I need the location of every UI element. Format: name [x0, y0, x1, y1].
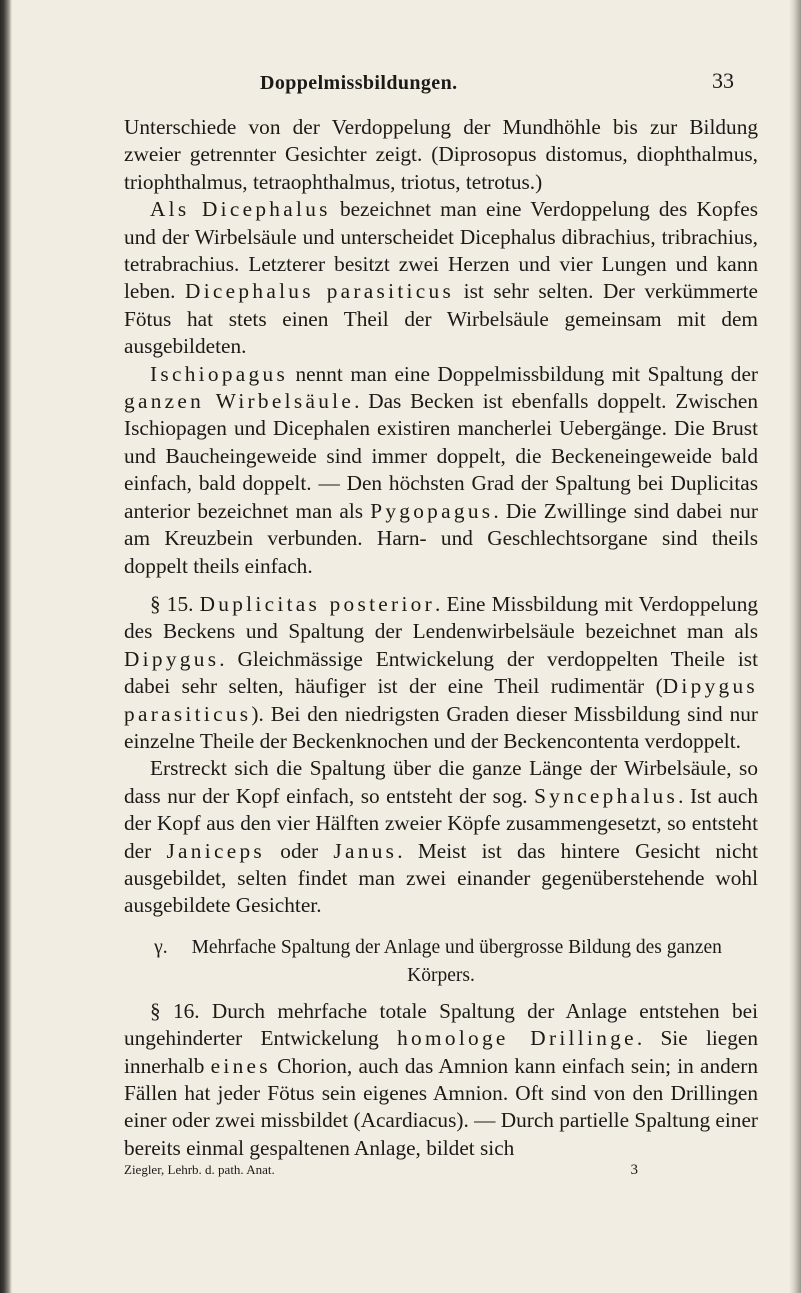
- paragraph-drillinge: [124, 998, 758, 1162]
- paragraph-syncephalus: [124, 755, 758, 919]
- paragraph-text: . Sie liegen innerhalb: [124, 1026, 758, 1078]
- signature-mark: 3: [630, 1162, 638, 1179]
- section-heading: [124, 934, 758, 990]
- paragraph-text: . Meist ist das hintere Gesicht nicht ausgebildet, selten findet man zwei einander gegenüberstehende wohl ausgebildete Gesichter.: [124, 838, 758, 918]
- paragraph-text: ). Bei den niedrigsten Graden dieser Missbildung sind nur einzelne Theile der Beckenknochen und der Beckencontenta verdoppelt.: [124, 701, 758, 753]
- paragraph-text: bezeichnet man eine Verdoppelung des Kopfes und der Wirbelsäule und unterscheidet Dicephalus dibrachius, tribrachius, tetrabrachius. Letzterer besitzt zwei Herzen und vier Lungen und kann leben.: [124, 197, 758, 304]
- paragraph-text: Unterschiede von der Verdoppelung der Mundhöhle bis zur Bildung zweier getrennter Gesichter zeigt. (Diprosopus distomus, diophthalmus, triophthalmus, tetraophthalmus, triotus, tetrotus.): [124, 115, 758, 194]
- term-duplicitas-posterior: Duplicitas posterior: [199, 591, 435, 616]
- paragraph-duplicitas-posterior: [124, 591, 758, 755]
- paragraph-diprosopus: [124, 114, 758, 196]
- term-dipygus: Dipygus: [124, 646, 220, 671]
- page-number: 33: [712, 68, 734, 93]
- term-syncephalus: Syncephalus: [534, 783, 679, 808]
- section-heading-text: Mehrfache Spaltung der Anlage und übergrosse Bildung des ganzen Körpers.: [191, 936, 722, 986]
- paragraph-text: . Gleichmässige Entwickelung der verdoppelten Theile ist dabei sehr selten, häufiger ist der eine Theil rudimentär (: [124, 646, 758, 699]
- paragraph-ischiopagus: [124, 361, 758, 580]
- paragraph-text: . Ist auch der Kopf aus den vier Hälften zweier Köpfe zusammengesetzt, so entsteht der: [124, 783, 758, 863]
- term-ganzen-wirbelsaeule: ganzen Wirbelsäule: [124, 389, 355, 414]
- footer-note: Ziegler, Lehrb. d. path. Anat.: [124, 1162, 275, 1178]
- term-janiceps: Janiceps: [166, 838, 266, 863]
- term-dicephalus: Als Dicephalus: [150, 197, 331, 222]
- paragraph-text: . Das Becken ist ebenfalls doppelt. Zwischen Ischiopagen und Dicephalen existiren mancherlei Uebergänge. Die Brust und Baucheingeweide sind immer doppelt, die Beckeneingeweide bald einfach, bald doppelt. — Den höchsten Grad der Spaltung bei Duplicitas anterior bezeichnet man als: [124, 389, 758, 523]
- paragraph-text: ist sehr selten. Der verkümmerte Fötus hat stets einen Theil der Wirbelsäule gemeinsam mit dem ausgebildeten.: [124, 279, 758, 359]
- page-edge-shadow: [789, 0, 801, 1293]
- term-janus: Janus: [333, 838, 398, 863]
- paragraph-text: . Die Zwillinge sind dabei nur am Kreuzbein verbunden. Harn- und Geschlechtsorgane sind theils doppelt theils einfach.: [124, 498, 759, 578]
- paragraph-text: oder: [265, 838, 334, 863]
- page-header: [0, 68, 801, 102]
- paragraph-text: Chorion, auch das Amnion kann einfach sein; in andern Fällen hat jeder Fötus sein eigenes Amnion. Oft sind von den Drillingen einer oder zwei missbildet (Acardiacus). — Durch partielle Spaltung einer bereits einmal gespaltenen Anlage, bildet sich: [124, 1053, 758, 1160]
- section-marker: γ.: [154, 936, 168, 958]
- paragraph-text: nennt man eine Doppelmissbildung mit Spaltung der: [288, 361, 758, 386]
- section-number: § 15.: [150, 591, 200, 616]
- paragraph-text: Erstreckt sich die Spaltung über die ganze Länge der Wirbelsäule, so dass nur der Kopf einfach, so entsteht der sog.: [124, 756, 758, 808]
- paragraph-text: § 16. Durch mehrfache totale Spaltung der Anlage entstehen bei ungehinderter Entwickelung: [124, 998, 758, 1051]
- page-footer: [124, 1162, 758, 1178]
- term-homologe-drillinge: homologe Drillinge: [397, 1026, 637, 1051]
- body-text: [124, 114, 758, 1178]
- paragraph-text: . Eine Missbildung mit Verdoppelung des Beckens und Spaltung der Lendenwirbelsäule bezeichnet man als: [124, 591, 758, 644]
- paragraph-dicephalus: [124, 196, 758, 360]
- term-pygopagus: Pygopagus: [370, 498, 494, 523]
- term-eines: eines: [210, 1053, 271, 1078]
- term-dipygus-parasiticus: Dipygus parasiticus: [124, 674, 758, 726]
- page-binding-shadow: [0, 0, 12, 1293]
- running-title: Doppelmissbildungen.: [260, 72, 458, 94]
- term-ischiopagus: Ischiopagus: [150, 361, 289, 386]
- term-dicephalus-parasiticus: Dicephalus parasiticus: [185, 279, 455, 304]
